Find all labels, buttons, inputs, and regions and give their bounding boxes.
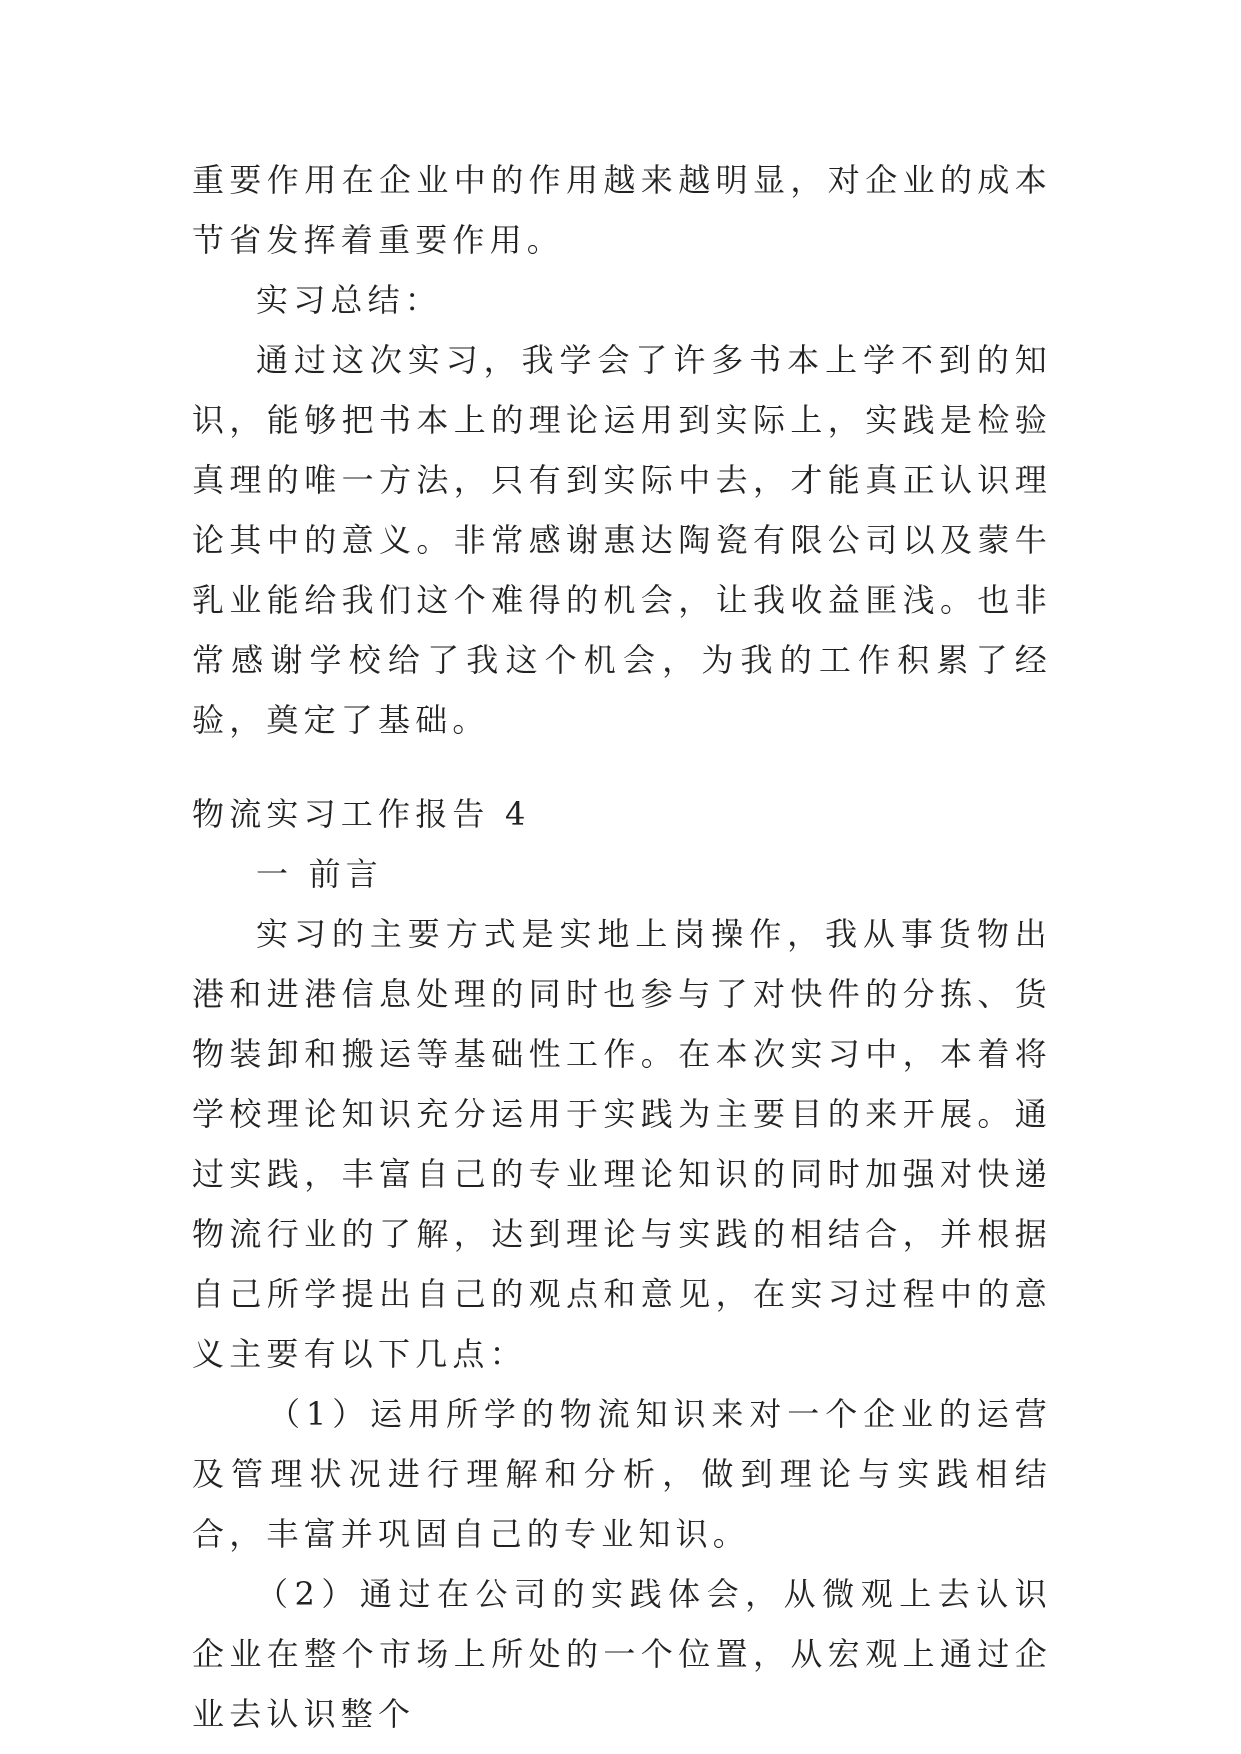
paragraph-preface-body: 实习的主要方式是实地上岗操作，我从事货物出港和进港信息处理的同时也参与了对快件的分拣、货物装卸和搬运等基础性工作。在本次实习中，本着将学校理论知识充分运用于实践为主要目的来开展。通过实践，丰富自己的专业理论知识的同时加强对快递物流行业的了解，达到理论与实践的相结合，并根据自己所学提出自己的观点和意见，在实习过程中的意义主要有以下几点：: [192, 915, 1052, 1373]
list-item-1: （1）运用所学的物流知识来对一个企业的运营及管理状况进行理解和分析，做到理论与实践相结合，丰富并巩固自己的专业知识。: [192, 1395, 1052, 1553]
subheading-preface: 一 前言: [256, 855, 383, 893]
paragraph-continuation: 重要作用在企业中的作用越来越明显，对企业的成本节省发挥着重要作用。: [192, 161, 1052, 259]
list-item-2: （2）通过在公司的实践体会，从微观上去认识企业在整个市场上所处的一个位置，从宏观上通过企业去认识整个: [192, 1575, 1052, 1733]
paragraph-summary-body: 通过这次实习，我学会了许多书本上学不到的知识，能够把书本上的理论运用到实际上，实践是检验真理的唯一方法，只有到实际中去，才能真正认识理论其中的意义。非常感谢惠达陶瓷有限公司以及蒙牛乳业能给我们这个难得的机会，让我收益匪浅。也非常感谢学校给了我这个机会，为我的工作积累了经验，奠定了基础。: [192, 341, 1052, 739]
paragraph-summary-label: 实习总结：: [256, 281, 443, 319]
document-body: [192, 150, 1052, 1744]
section-heading: 物流实习工作报告 4: [192, 795, 531, 833]
